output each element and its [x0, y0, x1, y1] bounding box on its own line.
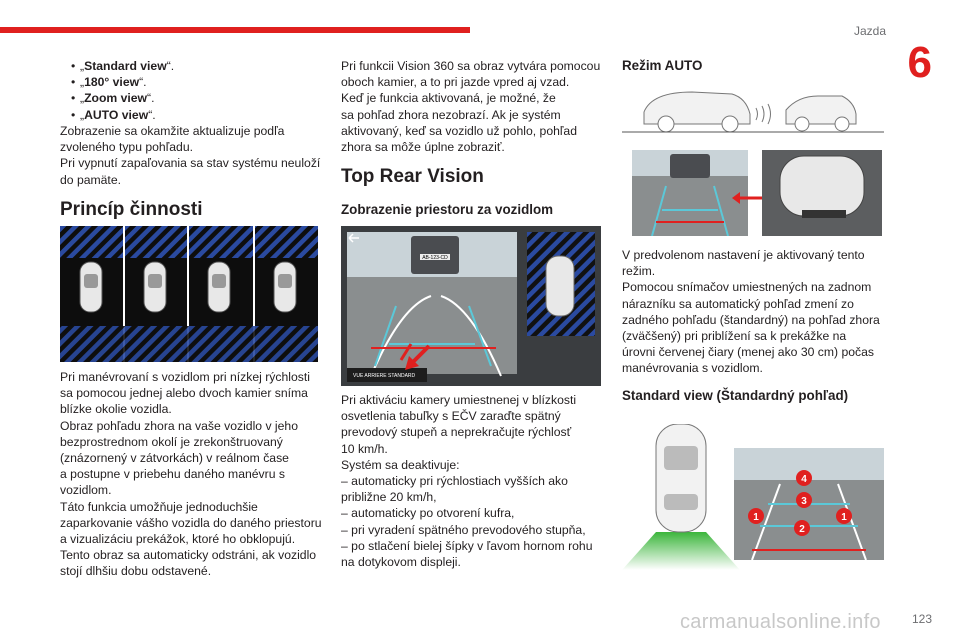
list-item: • „Zoom view“. — [70, 90, 320, 106]
svg-text:4: 4 — [801, 474, 807, 485]
vision360-illustration — [60, 226, 318, 362]
auto-mode-body: V predvolenom nastavení je aktivovaný tento režim. Pomocou snímačov umiestnených na zadnom nárazníku sa automatický pohľad zmení zo zadného pohľadu (štandardný) na pohľad zhora (zväčšený) pri priblížení sa k prekážke na úrovni červenej čiary (menej ako 30 cm) počas manévrovania s vozidlom. — [622, 248, 880, 376]
svg-text:1: 1 — [841, 512, 847, 523]
svg-text:3: 3 — [801, 496, 807, 507]
list-item: • „AUTO view“. — [70, 107, 320, 123]
svg-text:1: 1 — [753, 512, 759, 523]
view-list — [70, 58, 320, 123]
heading-top-rear-vision: Top Rear Vision — [341, 166, 484, 187]
car-icon — [208, 262, 230, 312]
car-icon — [274, 262, 296, 312]
rear-camera-screen — [341, 226, 601, 386]
vision360-paragraph: Pri funkcii Vision 360 sa obraz vytvára pomocou oboch kamier, a to pri jazde vpred aj vzad. Keď je funkcia aktivovaná, je možné, že sa pohľad zhora nezobrazí. Ak je systém aktivovaný, keď sa vozidlo už pohlo, pohľad zhora sa môže úplne zobraziť. — [341, 59, 601, 155]
obstacle-car-icon — [786, 96, 856, 131]
auto-switch-illustration — [632, 150, 882, 236]
list-item: • „Standard view“. — [70, 58, 320, 74]
svg-text:2: 2 — [799, 524, 805, 535]
marker-1-left — [748, 508, 764, 524]
marker-4 — [796, 470, 812, 486]
heading-principle: Princíp činnosti — [60, 199, 203, 220]
car-icon — [644, 92, 750, 132]
license-plate: AB-123-CD — [422, 255, 448, 261]
subheading-rear-view: Zobrazenie priestoru za vozidlom — [341, 202, 554, 217]
approach-illustration — [622, 84, 884, 136]
rear-view-body: Pri aktiváciu kamery umiestnenej v blízkosti osvetlenia tabuľky s EČV zaraďte spätný prevodový stupeň a neprekračujte rýchlosť 10 km/h. Systém sa deaktivuje: – automaticky pri rýchlostiach vyšších ako približne 20 km/h, – automaticky po otvorení kufra, – pri vyradení spätného prevodového stupňa, – po stlačení bielej šípky v ľavom hornom rohu na dotykovom displeji. — [341, 393, 593, 570]
car-icon — [144, 262, 166, 312]
standard-view-illustration — [622, 424, 884, 570]
screen-mode-label: VUE ARRIERE STANDARD — [353, 373, 416, 379]
list-item: • „180° view“. — [70, 74, 320, 90]
header-accent-bar — [0, 27, 470, 33]
car-icon — [80, 262, 102, 312]
car-icon — [656, 424, 706, 532]
marker-2 — [794, 520, 810, 536]
subheading-standard-view: Standard view (Štandardný pohľad) — [622, 388, 849, 403]
section-title: Jazda — [853, 24, 886, 38]
page-number: 123 — [911, 612, 932, 626]
principle-body: Pri manévrovaní s vozidlom pri nízkej rýchlosti sa pomocou jednej alebo dvoch kamier sníma blízke okolie vozidla. Obraz pohľadu zhora na vaše vozidlo v jeho bezprostrednom okolí je zrekonštruovaný (znázornený v zátvorkách) v reálnom čase a postupne v priebehu daného manévru s vozidlom. Táto funkcia umožňuje jednoduchšie zaparkovanie vášho vozidla do daného priestoru a vizualizáciu prekážok, ktoré ho obklopujú. Tento obraz sa automaticky odstráni, ak vozidlo stojí dlhšiu dobu odstavené. — [60, 370, 322, 579]
marker-1-right — [836, 508, 852, 524]
intro-paragraph: Zobrazenie sa okamžite aktualizuje podľa zvoleného typu pohľadu. Pri vypnutí zapaľovania sa stav systému neuloží do pamäte. — [60, 124, 321, 187]
chapter-number: 6 — [907, 38, 932, 87]
heading-auto-mode: Režim AUTO — [622, 58, 703, 73]
watermark: carmanualsonline.info — [680, 611, 881, 633]
marker-3 — [796, 492, 812, 508]
